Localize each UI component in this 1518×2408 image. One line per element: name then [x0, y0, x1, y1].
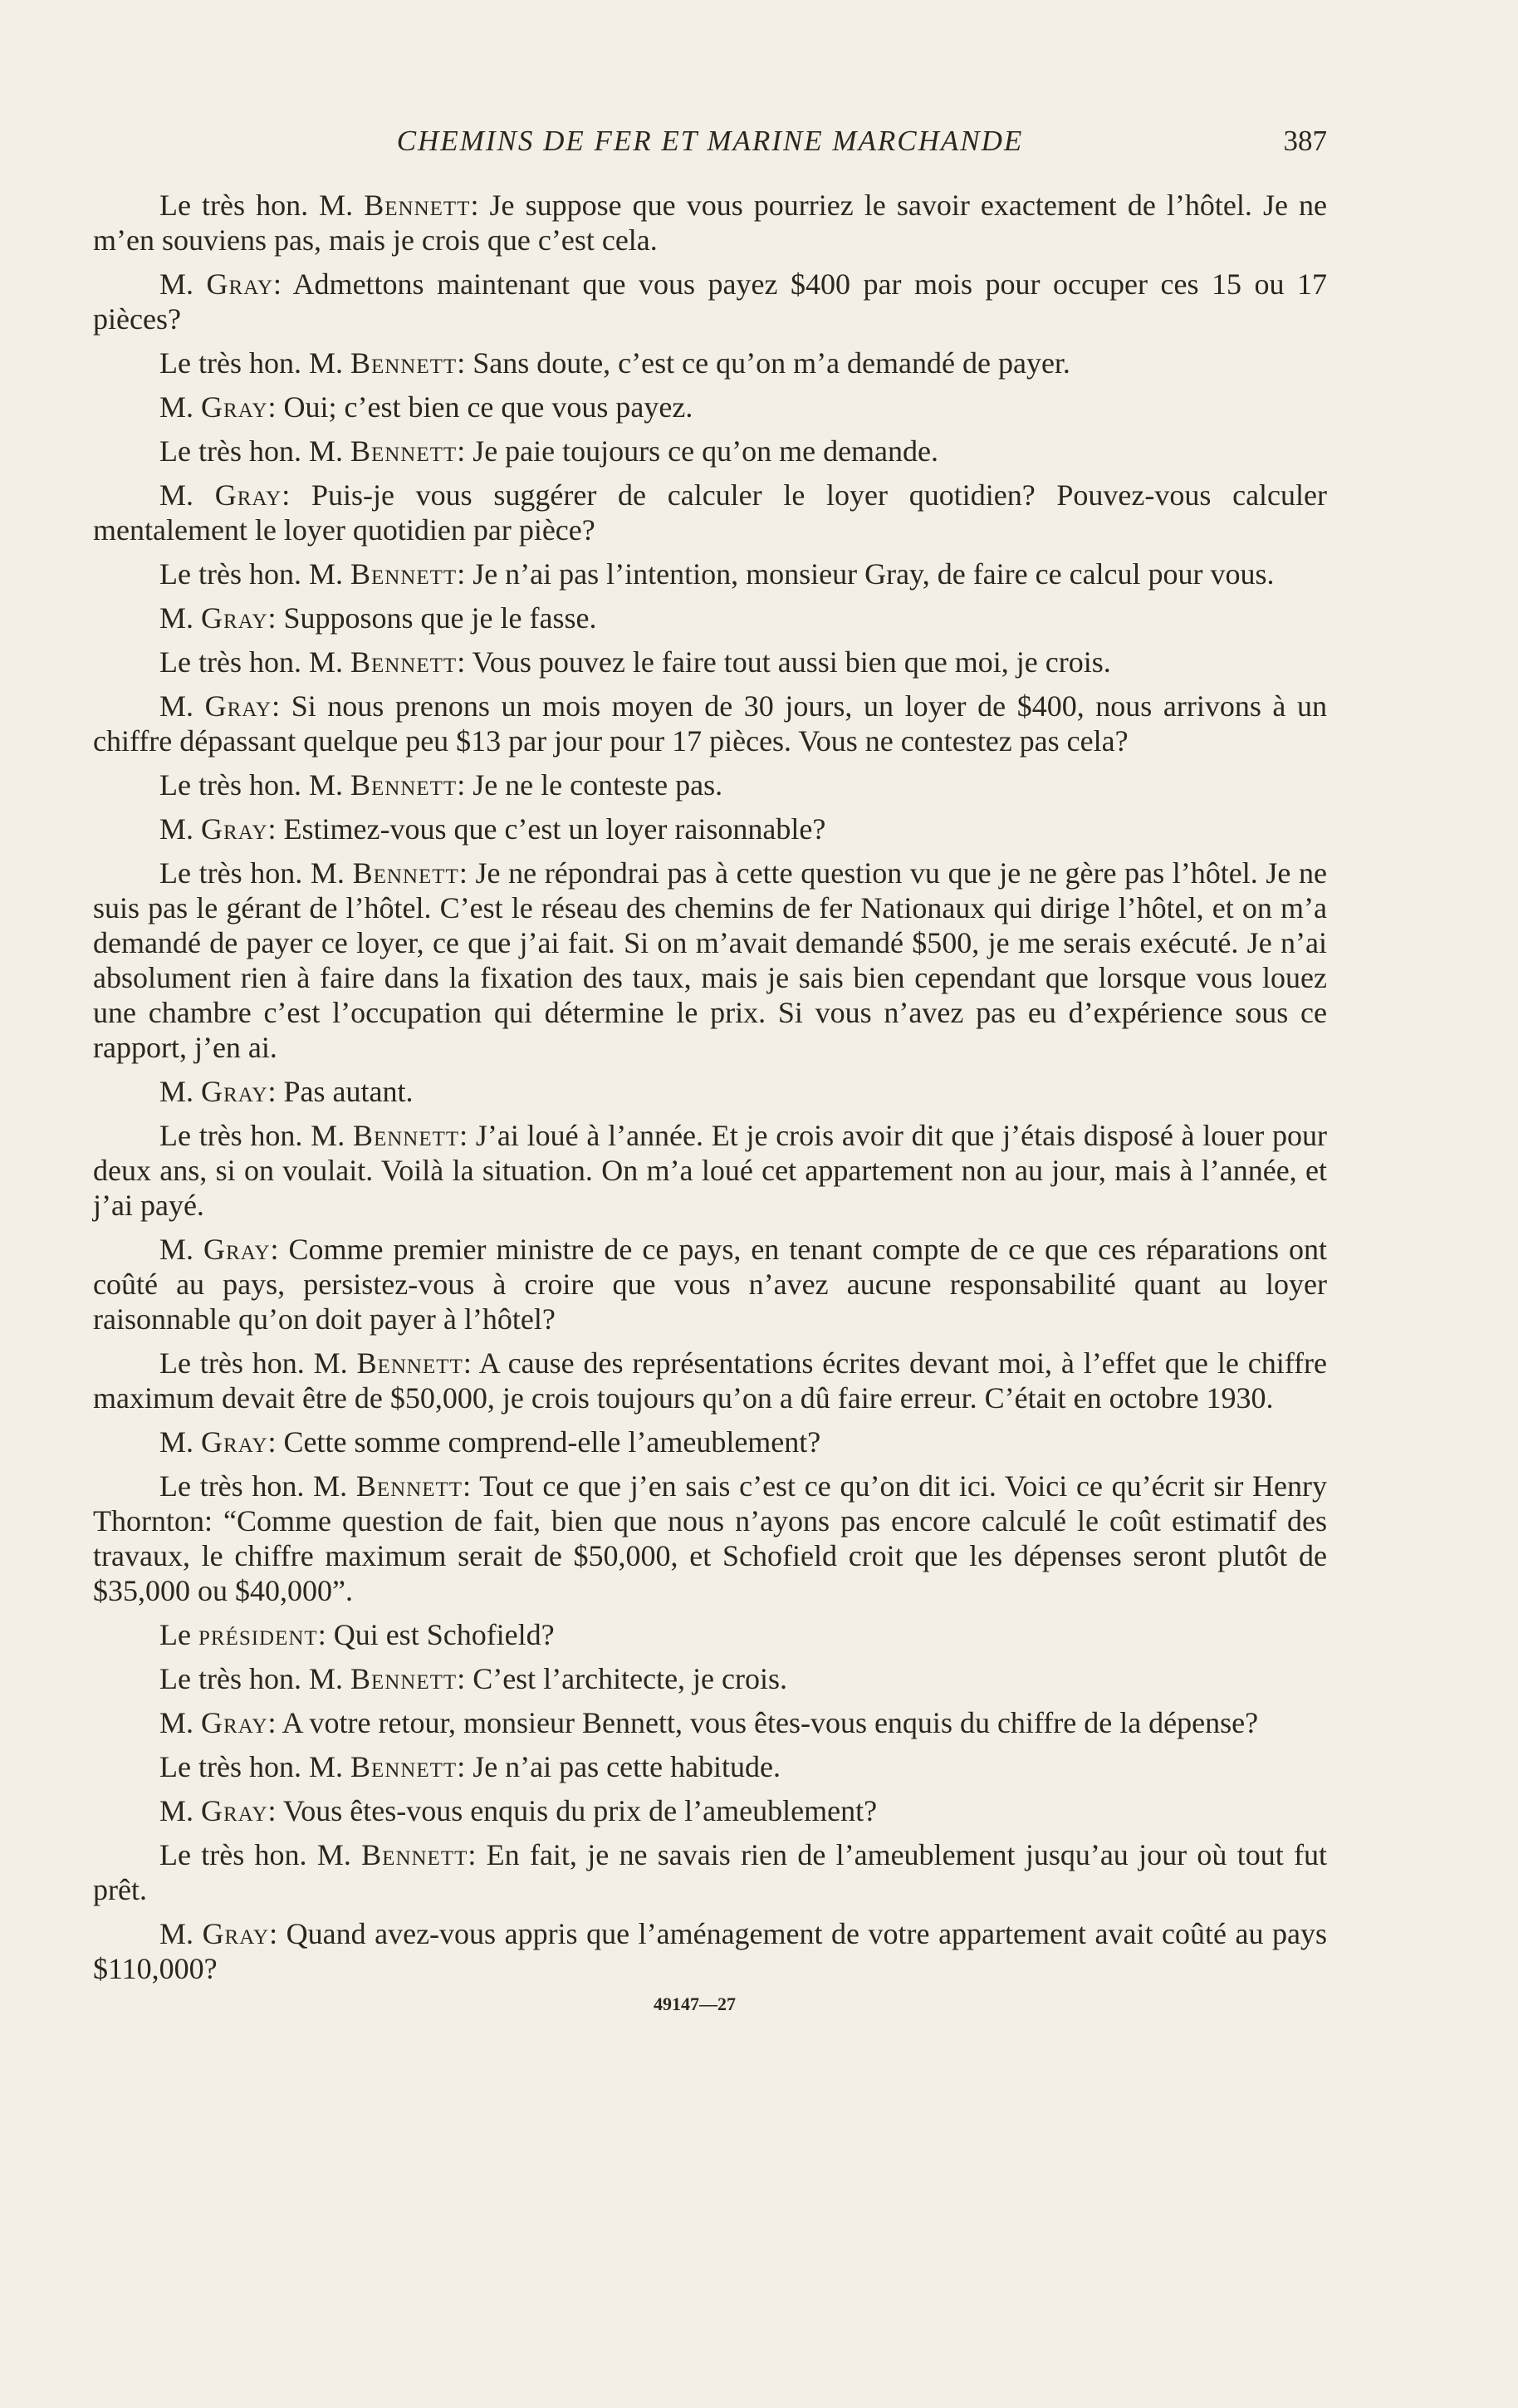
speech-text: : Cette somme comprend-elle l’ameublement? — [267, 1425, 821, 1459]
speech-text: : A cause des représentations écrites devant moi, à l’effet que le chiffre maximum devait être de $50,000, je crois toujours qu’on a dû faire erreur. C’était en octobre 1930. — [93, 1346, 1327, 1415]
speaker-name: Gray — [201, 1706, 268, 1739]
speaker-prefix: Le très hon. M. — [159, 1838, 362, 1871]
speaker-prefix: Le très hon. M. — [159, 768, 350, 802]
speaker-name: Gray — [201, 601, 268, 635]
speaker-prefix: M. — [159, 1075, 202, 1108]
speaker-prefix: Le très hon. M. — [159, 645, 350, 679]
speech-text: : Vous pouvez le faire tout aussi bien que moi, je crois. — [457, 645, 1111, 679]
speech-text: : C’est l’architecte, je crois. — [457, 1662, 788, 1695]
speaker-name: Gray — [214, 478, 282, 512]
printer-signature: 49147—27 — [654, 1994, 736, 2014]
speaker-name: Gray — [206, 267, 274, 301]
speech-text: : Puis-je vous suggérer de calculer le loyer quotidien? Pouvez-vous calculer mentalement le loyer quotidien par pièce? — [93, 478, 1328, 547]
speech-text: : Supposons que je le fasse. — [267, 601, 597, 635]
speaker-prefix: M. — [159, 390, 202, 424]
speaker-name: Gray — [202, 1917, 270, 1950]
speech-text: : Estimez-vous que c’est un loyer raisonnable? — [267, 812, 826, 846]
speaker-prefix: M. — [159, 1233, 204, 1266]
speech-text: : Je suppose que vous pourriez le savoir exactement de l’hôtel. Je ne m’en souviens pas, mais je crois que c’est cela. — [93, 189, 1327, 257]
speaker-name: Bennett — [352, 856, 459, 890]
dialogue-paragraph — [93, 601, 1327, 635]
speaker-prefix: M. — [159, 1706, 202, 1739]
speech-text: : Oui; c’est bien ce que vous payez. — [267, 390, 693, 424]
dialogue-paragraph — [93, 267, 1327, 336]
speech-text: : Sans doute, c’est ce qu’on m’a demandé de payer. — [457, 346, 1070, 380]
speaker-name: Gray — [201, 812, 268, 846]
speaker-prefix: Le très hon. M. — [159, 1750, 350, 1783]
speaker-name: Bennett — [350, 434, 458, 468]
speech-text: : Admettons maintenant que vous payez $400 par mois pour occuper ces 15 ou 17 pièces? — [93, 267, 1327, 336]
speaker-name: Bennett — [350, 346, 458, 380]
dialogue-paragraph — [93, 434, 1327, 468]
dialogue-paragraph — [93, 1074, 1327, 1109]
dialogue-paragraph — [93, 390, 1327, 424]
dialogue-paragraph — [93, 1425, 1327, 1459]
speaker-prefix: Le très hon. M. — [159, 856, 353, 890]
speaker-prefix: M. — [159, 689, 205, 723]
speech-text: : Si nous prenons un mois moyen de 30 jours, un loyer de $400, nous arrivons à un chiffre dépassant quelque peu $13 par jour pour 17 pièces. Vous ne contestez pas cela? — [93, 689, 1328, 758]
speech-text: : Tout ce que j’en sais c’est ce qu’on dit ici. Voici ce qu’écrit sir Henry Thornton: “Comme question de fait, bien que nous n’ayons pas encore calculé le coût estimatif des travaux, le chiffre maximum serait de $50,000, et Schofield croit que les dépenses seront plutôt de $35,000 ou $40,000”. — [93, 1469, 1328, 1607]
dialogue-paragraph — [93, 1661, 1327, 1696]
speech-text: : Je paie toujours ce qu’on me demande. — [457, 434, 939, 468]
dialogue-paragraph — [93, 856, 1327, 1065]
speaker-name: Gray — [201, 390, 268, 424]
speaker-prefix: Le très hon. M. — [159, 1119, 353, 1152]
speaker-prefix: M. — [159, 267, 207, 301]
dialogue-paragraph — [93, 812, 1327, 846]
speech-text: : Quand avez-vous appris que l’aménagement de votre appartement avait coûté au pays $110,000? — [93, 1917, 1328, 1985]
dialogue-paragraph — [93, 557, 1327, 591]
speaker-prefix: Le très hon. M. — [159, 1469, 356, 1503]
speaker-name: Bennett — [350, 557, 458, 591]
dialogue-paragraph — [93, 346, 1327, 380]
speech-text: : Vous êtes-vous enquis du prix de l’ameublement? — [267, 1794, 878, 1827]
speaker-prefix: M. — [159, 478, 215, 512]
speaker-name: président — [198, 1618, 318, 1651]
speech-text: : Je n’ai pas cette habitude. — [457, 1750, 781, 1783]
dialogue-paragraph — [93, 1705, 1327, 1740]
speaker-name: Bennett — [350, 768, 458, 802]
document-body — [93, 188, 1327, 1986]
dialogue-paragraph — [93, 1118, 1327, 1223]
running-title: CHEMINS DE FER ET MARINE MARCHANDE — [396, 125, 1024, 157]
speaker-name: Bennett — [350, 1750, 458, 1783]
page-header — [93, 125, 1327, 174]
speech-text: : Je ne répondrai pas à cette question vu que je ne gère pas l’hôtel. Je ne suis pas le gérant de l’hôtel. C’est le réseau des chemins de fer Nationaux qui dirige l’hôtel, et on m’a demandé de payer ce loyer, ce que j’ai fait. Si on m’avait demandé $500, je me serais exécuté. Je n’ai absolument rien à faire dans la fixation des taux, mais je sais bien cependant que lorsque vous louez une chambre c’est l’occupation qui détermine le prix. Si vous n’avez pas eu d’expérience sous ce rapport, j’en ai. — [93, 856, 1327, 1064]
dialogue-paragraph — [93, 768, 1327, 802]
dialogue-paragraph — [93, 645, 1327, 679]
speaker-name: Gray — [204, 689, 272, 723]
dialogue-paragraph — [93, 1469, 1327, 1608]
dialogue-paragraph — [93, 1793, 1327, 1828]
speaker-prefix: M. — [159, 1794, 202, 1827]
speaker-prefix: Le très hon. M. — [159, 434, 350, 468]
dialogue-paragraph — [93, 1749, 1327, 1784]
speaker-name: Gray — [203, 1233, 271, 1266]
speaker-prefix: M. — [159, 1917, 203, 1950]
dialogue-paragraph — [93, 478, 1327, 547]
document-page — [93, 125, 1327, 2015]
speaker-name: Bennett — [355, 1469, 463, 1503]
speech-text: : J’ai loué à l’année. Et je crois avoir dit que j’étais disposé à louer pour deux ans, si on voulait. Voilà la situation. On m’a loué cet appartement non au jour, mais à l’année, et j’ai payé. — [93, 1119, 1327, 1222]
speaker-prefix: Le très hon. M. — [159, 1662, 350, 1695]
speaker-prefix: Le très hon. M. — [159, 189, 365, 222]
dialogue-paragraph — [93, 689, 1327, 758]
speech-text: : Je n’ai pas l’intention, monsieur Gray, de faire ce calcul pour vous. — [457, 557, 1275, 591]
speaker-name: Bennett — [352, 1119, 460, 1152]
speaker-name: Bennett — [356, 1346, 463, 1380]
dialogue-paragraph — [93, 1232, 1327, 1336]
speaker-prefix: M. — [159, 1425, 202, 1459]
speaker-prefix: Le très hon. M. — [159, 557, 350, 591]
dialogue-paragraph — [93, 1346, 1327, 1415]
speaker-prefix: M. — [159, 601, 202, 635]
speaker-name: Gray — [201, 1075, 268, 1108]
dialogue-paragraph — [93, 1617, 1327, 1652]
speech-text: : Qui est Schofield? — [317, 1618, 555, 1651]
dialogue-paragraph — [93, 1916, 1327, 1986]
speaker-prefix: Le très hon. M. — [159, 1346, 357, 1380]
speech-text: : Comme premier ministre de ce pays, en tenant compte de ce que ces réparations ont coûté au pays, persistez-vous à croire que vous n’avez aucune responsabilité quant au loyer raisonnable qu’on doit payer à l’hôtel? — [93, 1233, 1327, 1336]
speech-text: : A votre retour, monsieur Bennett, vous êtes-vous enquis du chiffre de la dépense? — [267, 1706, 1259, 1739]
speech-text: : Pas autant. — [267, 1075, 414, 1108]
speaker-prefix: M. — [159, 812, 202, 846]
speech-text: : Je ne le conteste pas. — [457, 768, 723, 802]
speaker-name: Gray — [201, 1425, 268, 1459]
speaker-name: Bennett — [350, 645, 458, 679]
speaker-prefix: Le — [159, 1618, 198, 1651]
speaker-name: Bennett — [361, 1838, 468, 1871]
page-number: 387 — [1283, 125, 1327, 157]
speech-text: : En fait, je ne savais rien de l’ameublement jusqu’au jour où tout fut prêt. — [93, 1838, 1327, 1906]
speaker-name: Gray — [201, 1794, 268, 1827]
speaker-name: Bennett — [350, 1662, 458, 1695]
dialogue-paragraph — [93, 188, 1327, 257]
speaker-name: Bennett — [364, 189, 471, 222]
speaker-prefix: Le très hon. M. — [159, 346, 350, 380]
dialogue-paragraph — [93, 1837, 1327, 1907]
